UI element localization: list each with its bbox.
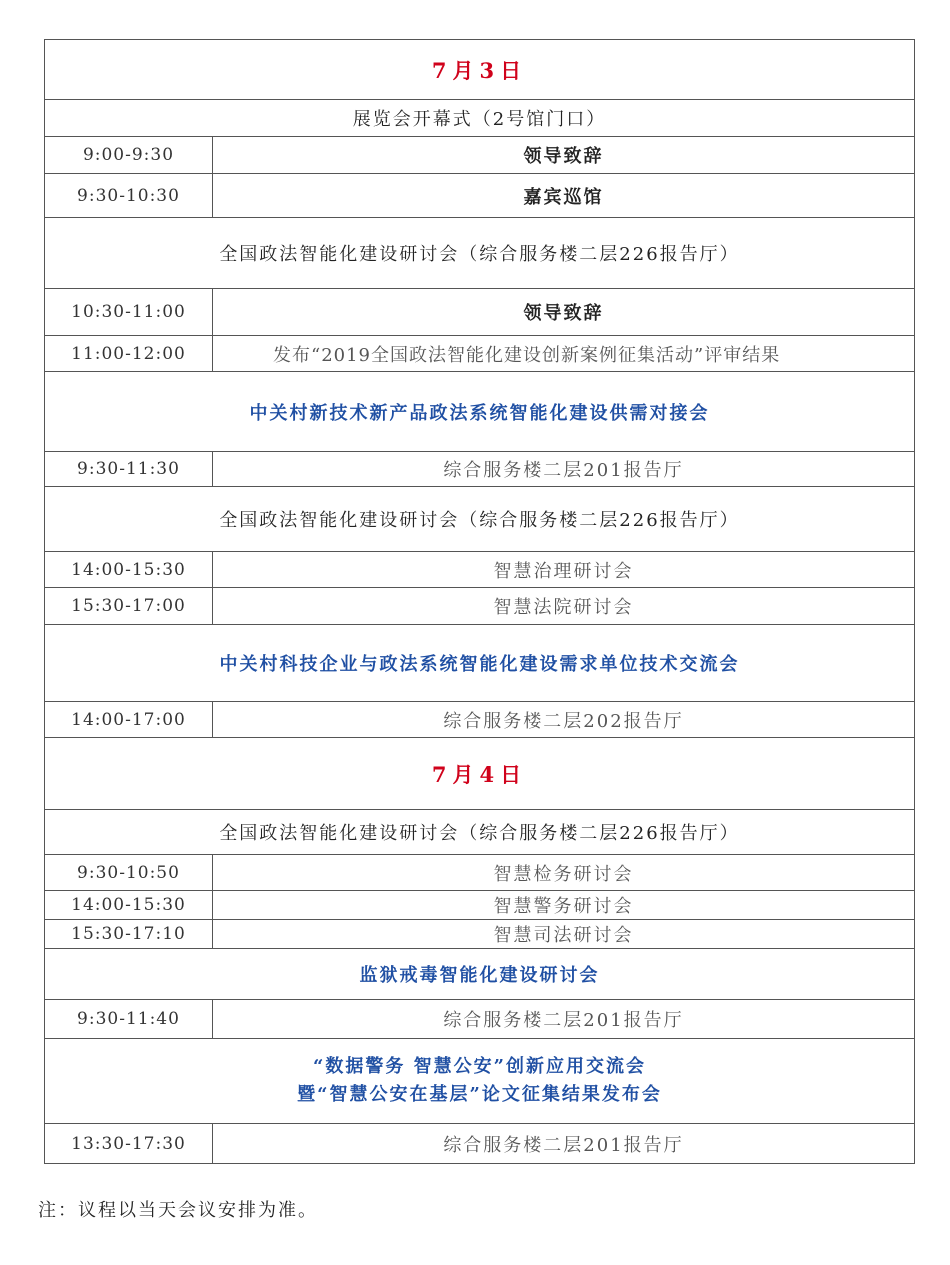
time-cell: 9:30-11:30 [45,452,213,487]
table-row [45,289,915,336]
section-title-police-line1: “数据警务 智慧公安”创新应用交流会 [313,1056,646,1077]
section-title-zgc-exchange: 中关村科技企业与政法系统智能化建设需求单位技术交流会 [45,625,915,702]
activity-cell: 智慧司法研讨会 [213,920,915,949]
table-row [45,1000,915,1039]
activity-cell: 综合服务楼二层201报告厅 [213,1124,915,1164]
activity-cell: 智慧治理研讨会 [213,552,915,588]
time-cell: 9:00-9:30 [45,137,213,174]
time-cell: 9:30-10:30 [45,174,213,218]
table-row [45,920,915,949]
section-title-forum: 全国政法智能化建设研讨会（综合服务楼二层226报告厅） [45,810,915,855]
table-row [45,452,915,487]
section-title-prison: 监狱戒毒智能化建设研讨会 [45,949,915,1000]
section-title-forum: 全国政法智能化建设研讨会（综合服务楼二层226报告厅） [45,218,915,289]
time-cell: 14:00-15:30 [45,891,213,920]
activity-cell: 发布“2019全国政法智能化建设创新案例征集活动”评审结果 [213,336,915,372]
time-cell: 15:30-17:00 [45,588,213,625]
time-cell: 9:30-10:50 [45,855,213,891]
date-header-day2: 7月4日 [45,738,915,810]
section-title-forum: 全国政法智能化建设研讨会（综合服务楼二层226报告厅） [45,487,915,552]
table-row [45,1124,915,1164]
activity-cell: 领导致辞 [213,137,915,174]
section-title-police [45,1039,915,1124]
time-cell: 14:00-15:30 [45,552,213,588]
activity-cell: 综合服务楼二层201报告厅 [213,452,915,487]
time-cell: 10:30-11:00 [45,289,213,336]
agenda-table [44,39,915,1164]
activity-cell: 领导致辞 [213,289,915,336]
time-cell: 14:00-17:00 [45,702,213,738]
activity-cell: 智慧警务研讨会 [213,891,915,920]
section-title-police-line2: 暨“智慧公安在基层”论文征集结果发布会 [297,1084,662,1105]
table-row [45,702,915,738]
table-row [45,336,915,372]
table-row [45,552,915,588]
table-row [45,137,915,174]
table-row [45,174,915,218]
time-cell: 9:30-11:40 [45,1000,213,1039]
table-row [45,891,915,920]
table-row [45,855,915,891]
time-cell: 11:00-12:00 [45,336,213,372]
table-row [45,588,915,625]
footnote: 注：议程以当天会议安排为准。 [38,1200,318,1221]
activity-cell: 嘉宾巡馆 [213,174,915,218]
time-cell: 13:30-17:30 [45,1124,213,1164]
activity-cell: 智慧法院研讨会 [213,588,915,625]
activity-cell: 智慧检务研讨会 [213,855,915,891]
activity-cell: 综合服务楼二层201报告厅 [213,1000,915,1039]
date-header-day1: 7月3日 [45,40,915,100]
time-cell: 15:30-17:10 [45,920,213,949]
activity-cell: 综合服务楼二层202报告厅 [213,702,915,738]
section-title-opening: 展览会开幕式（2号馆门口） [45,100,915,137]
section-title-zgc-matchmaking: 中关村新技术新产品政法系统智能化建设供需对接会 [45,372,915,452]
